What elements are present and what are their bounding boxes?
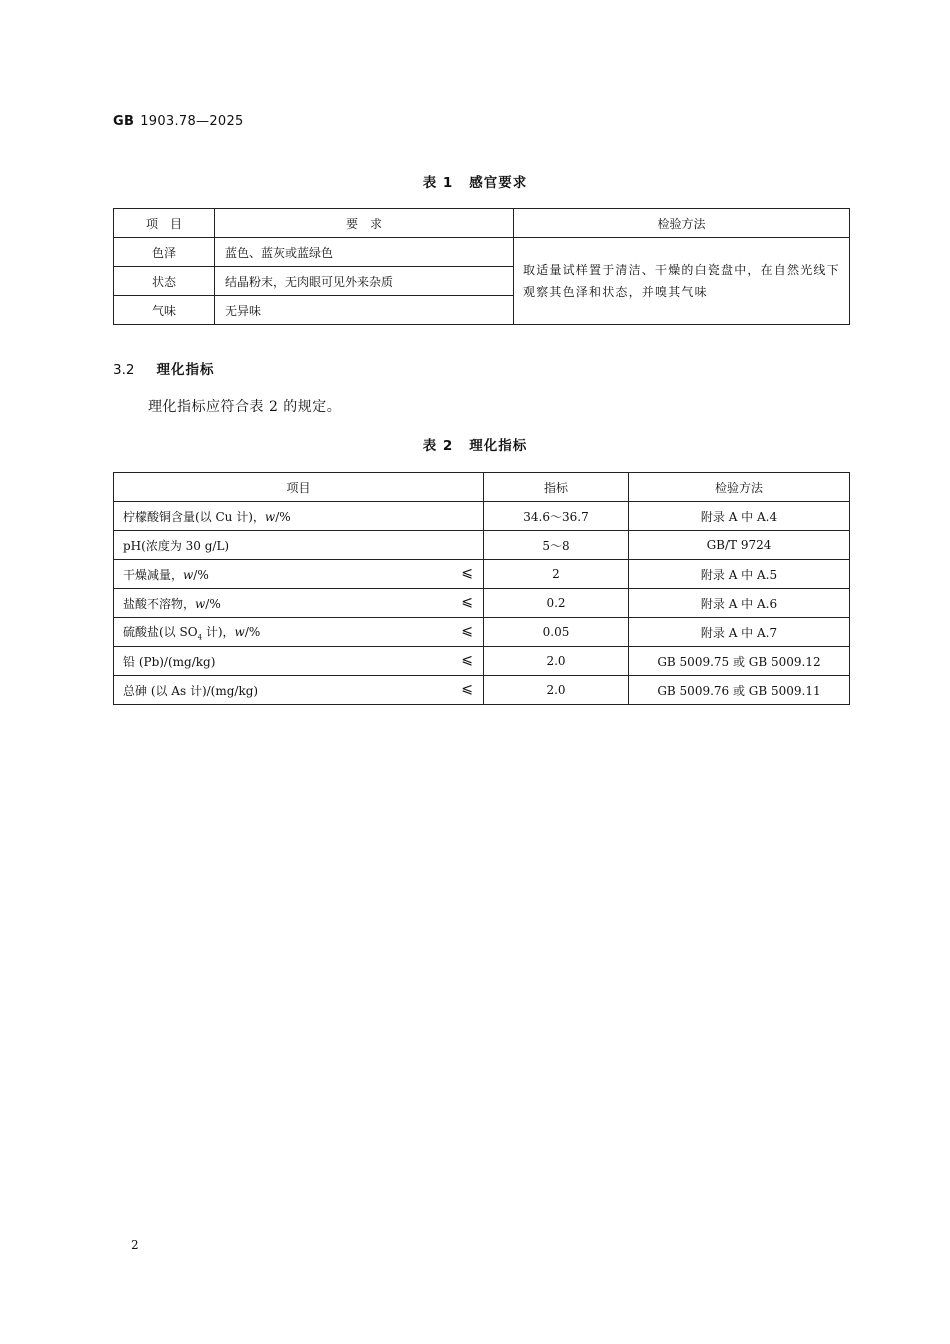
row-item: 铅 (Pb)/(mg/kg) ⩽ (114, 647, 484, 676)
table-row (114, 238, 850, 267)
less-equal-symbol: ⩽ (461, 565, 473, 581)
table-row (114, 618, 850, 647)
column-header-method: 检验方法 (514, 209, 850, 238)
body-paragraph: 理化指标应符合表 2 的规定。 (148, 399, 342, 415)
section-heading (113, 358, 214, 378)
table-row (114, 589, 850, 618)
table1-caption (0, 171, 950, 191)
row-method: GB/T 9724 (629, 531, 850, 560)
row-method: 附录 A 中 A.4 (629, 502, 850, 531)
table-row (114, 502, 850, 531)
row-method: 附录 A 中 A.6 (629, 589, 850, 618)
table-row (114, 676, 850, 705)
row-value: 2 (484, 560, 629, 589)
column-header-method: 检验方法 (629, 473, 850, 502)
row-value: 2.0 (484, 647, 629, 676)
row-requirement: 蓝色、蓝灰或蓝绿色 (215, 238, 514, 267)
less-equal-symbol: ⩽ (461, 623, 473, 639)
row-value: 0.05 (484, 618, 629, 647)
row-value: 0.2 (484, 589, 629, 618)
table2-caption (0, 434, 950, 454)
row-method: 附录 A 中 A.5 (629, 560, 850, 589)
column-header-item: 项 目 (114, 209, 215, 238)
column-header-indicator: 指标 (484, 473, 629, 502)
table1-caption-title: 感官要求 (469, 175, 528, 191)
table-header-row (114, 209, 850, 238)
standard-prefix: GB (113, 114, 135, 129)
row-value: 5～8 (484, 531, 629, 560)
row-method: GB 5009.75 或 GB 5009.12 (629, 647, 850, 676)
row-item: 状态 (114, 267, 215, 296)
row-requirement: 结晶粉末，无肉眼可见外来杂质 (215, 267, 514, 296)
less-equal-symbol: ⩽ (461, 652, 473, 668)
standard-code: 1903.78—2025 (140, 114, 244, 129)
table2-caption-number: 表 2 (422, 438, 454, 454)
table1-caption-number: 表 1 (422, 175, 454, 191)
column-header-requirement: 要 求 (215, 209, 514, 238)
row-method: 附录 A 中 A.7 (629, 618, 850, 647)
sensory-requirements-table (113, 208, 850, 325)
table2-caption-title: 理化指标 (469, 438, 528, 454)
inspection-method: 取适量试样置于清洁、干燥的白瓷盘中，在自然光线下观察其色泽和状态，并嗅其气味 (514, 238, 850, 325)
page-number: 2 (131, 1238, 139, 1252)
row-item: 色泽 (114, 238, 215, 267)
row-requirement: 无异味 (215, 296, 514, 325)
less-equal-symbol: ⩽ (461, 594, 473, 610)
table-header-row (114, 473, 850, 502)
table-row (114, 531, 850, 560)
row-item: 干燥减量，w/% ⩽ (114, 560, 484, 589)
column-header-item: 项目 (114, 473, 484, 502)
row-item: 盐酸不溶物，w/% ⩽ (114, 589, 484, 618)
table-row (114, 560, 850, 589)
row-value: 34.6～36.7 (484, 502, 629, 531)
row-method: GB 5009.76 或 GB 5009.11 (629, 676, 850, 705)
section-title: 理化指标 (156, 362, 215, 378)
row-value: 2.0 (484, 676, 629, 705)
table-row (114, 647, 850, 676)
row-item: 硫酸盐(以 $SO_4$ 计)，w/% ⩽ (114, 618, 484, 647)
document-header (113, 114, 244, 129)
section-number: 3.2 (113, 362, 135, 378)
physicochemical-indicators-table (113, 472, 850, 705)
row-item: pH(浓度为 30 g/L) (114, 531, 484, 560)
less-equal-symbol: ⩽ (461, 681, 473, 697)
row-item: 总砷 (以 As 计)/(mg/kg) ⩽ (114, 676, 484, 705)
row-item: 气味 (114, 296, 215, 325)
row-item: 柠檬酸铜含量(以 Cu 计)，w/% (114, 502, 484, 531)
